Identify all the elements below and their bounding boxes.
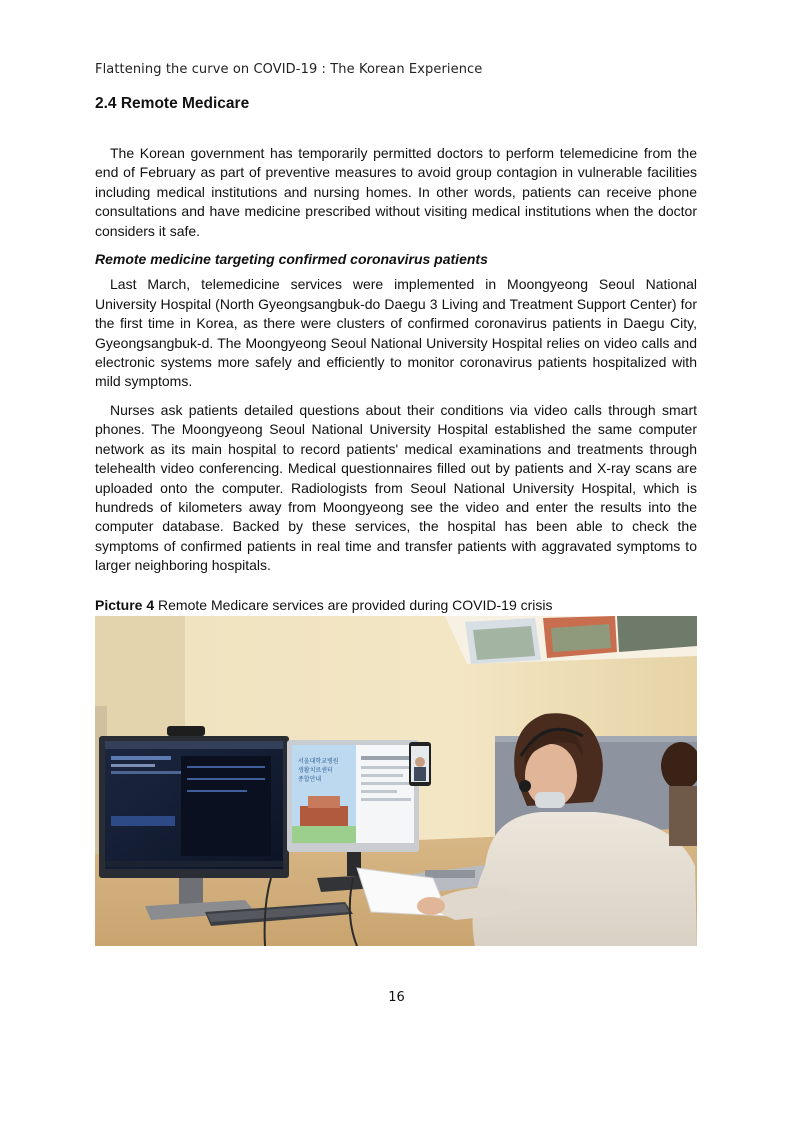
page-number: 16	[388, 990, 405, 1005]
paragraph-2: Nurses ask patients detailed questions about their conditions via video calls through smart phones. The Moongyeong Seoul National University Hospital established the same computer network as its main hospital to record patients' medical examinations and treatments through telehealth video conferencing. Medical questionnaires filled out by patients and X-ray scans are uploaded onto the computer. Radiologists from Seoul National University Hospital, which is hundreds of kilometers away from Moongyeong see the video and enter the results into the computer database. Backed by these services, the hospital has been able to check the symptoms of confirmed patients in real time and transfer patients with aggravated symptoms to larger neighboring hospitals.	[95, 401, 697, 574]
screen-text-1: 서울대학교병원	[298, 758, 339, 765]
intro-paragraph: The Korean government has temporarily permitted doctors to perform telemedicine from the end of February as part of preventive measures to avoid group contagion in vulnerable facilities including medical institutions and nursing homes. In other words, patients can receive phone consultations and have medicine prescribed without visiting medical institutions when the doctor considers it safe.	[95, 145, 697, 239]
section-title: 2.4 Remote Medicare	[95, 95, 250, 112]
screen-text-2: 생활치료센터	[298, 767, 333, 774]
screen-text-3: 종합안내	[298, 776, 322, 783]
figure-photo	[95, 616, 697, 946]
figure-label: Picture 4	[95, 597, 155, 613]
sub-heading: Remote medicine targeting confirmed coronavirus patients	[95, 251, 488, 268]
running-header: Flattening the curve on COVID-19 : The Korean Experience	[95, 62, 483, 77]
figure-caption	[95, 597, 553, 613]
paragraph-1: Last March, telemedicine services were implemented in Moongyeong Seoul National University Hospital (North Gyeongsangbuk-do Daegu 3 Living and Treatment Support Center) for the first time in Korea, as there were clusters of confirmed coronavirus patients in Daegu City, Gyeongsangbuk-d. The Moongyeong Seoul National University Hospital relies on video calls and electronic systems more safely and efficiently to monitor coronavirus patients hospitalized with mild symptoms.	[95, 276, 697, 390]
body-text	[95, 144, 697, 585]
figure-caption-text: Remote Medicare services are provided during COVID-19 crisis	[154, 597, 553, 613]
